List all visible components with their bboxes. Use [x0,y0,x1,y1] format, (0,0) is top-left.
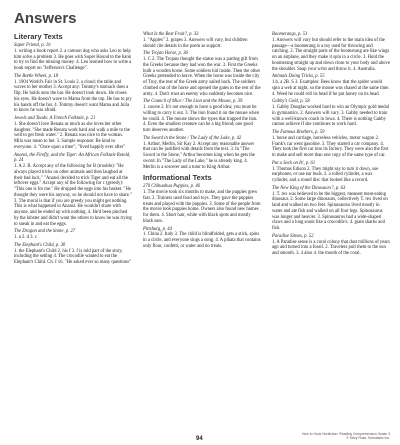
answer-entry [14,229,132,241]
entry-title: Gabby's Gold, p. 58 [272,99,310,105]
entry-title: The Council of Mice / The Lion and the Mouse, p. 39 [143,99,243,105]
answer-entry [272,130,390,159]
entry-answers: 1. horse and carriage, horseless vehicles, motor wagon 2. Frank's car went gasoline. 3. They started a car company. 4. They took the first car into its factory. They were also the first to make and sell more than one copy of the same type of car. [272,135,389,158]
entry-answers: 1. 1904 World's Fair in St. Louis 2. a cloud; the table and waves to her mother 3. Accept any: Tommy's stomach does a flip. He holds onto the bar. He doesn't look down. He closes his eyes. He doesn't wave to Mama from the top. He has to pry his hands off the bar. 4. Tommy doesn't want Mama and Julia to know he was afraid. [14,79,132,114]
entry-title: The New King of the Dinosaurs?, p. 63 [272,185,346,191]
entry-answers: 1. the Elephant's Child 2. his f 3. f is told part of the story, including the setting 4. The crocodile wanted to eat the Elephant's Child. Ch. f 16. "He asked ever so many questions" [14,248,132,265]
entry-answers: 1. A 2. B. Accept any of the following for B (trouble): "He always played tricks on other animals and then laughed at their bad luck." "Anansi decided to trick Tiger and eat all the leftover eggs." Accept any of the following for c (greedy): "This one is for me." He dropped the eggs into his basket. "He thought they were his anyway, so he should not have to share." 3. The moral is that if you are greedy you might get nothing. This is what happened to Anansi. He wouldn't share with anyone, and he ended up with nothing. 4. He'd been pinched by the lobster and didn't want the others to know he was trying to sneak in and eat the eggs. [14,164,132,227]
answer-entry [272,161,390,184]
entry-answers: 1. China 2. Italy 3. The child is blindfolded, gets a stick, spins in a circle, and everyone sings a song. 4. A piñata that contains only flour, confetti, or water and no treats. [143,232,261,249]
entry-title: Jewels and Toads: A French Folktale, p. 21 [14,116,96,121]
entry-title: Animals Doing Tricks, p. 55 [272,74,325,80]
page-number: 94 [196,436,203,442]
answer-entry [143,184,261,224]
page-title: Answers [14,10,77,27]
entry-answers: 1. Arthur, Merlin, Sir Kay 2. Accept any reasonable answer that can be justified with details from the text. 3. In "The Sword in the Stone," Arthur becomes king when he gets the sword. In "The Lady of the Lake," he is already king. 4. Merlin is a sorcerer and a tutor to King Arthur. [143,141,255,170]
section-heading-informational: Informational Texts [143,173,212,183]
entry-answers: 1. A Paradise sense is a coral colony that dust millions of years ago and turned into a fossil. 2. Travelers pull them to the sun and smooth. 3. 4 aloo 4. the mouth of the coral. [272,239,390,256]
entry-answers: 1.b, a 2B. S 3. Examples: Bees know that the spider would spin a web at night, so the moose was chased at the same time. 4. Weed he could roll its head if he put honey on its head. [272,80,390,97]
entry-title: 270 Chihuahua Puppies, p. 46 [143,184,201,190]
entry-title: The Bottle Wheel, p. 18 [14,73,59,79]
entry-answers: 1. She doesn't love Renata as much as she loves her other daughter. "She made Renata work hard and walk a mile to the well to get fresh water." 2. Renata was nice to the woman. Mila was mean to her. 3. Sample response: Be kind to everyone. 4. "Once upon a time"; "lived happily ever after" [14,121,130,150]
entry-title: Super Friend, p. 1b [14,43,51,48]
entry-answers: 1. The movie took six months to make, and the puppies grew fast. 2. Trainers used food and toys. They gave the puppies treats and played with the puppies. 3. Some of the people from the movie took puppies home. Owners also found new homes for them. 4. Short hair, white with black spots and mostly black ears. [143,190,261,224]
entry-title: The Trojan Horse, p. 36 [143,51,188,57]
answer-entry [143,227,261,250]
answer-entry [14,116,132,151]
footer-line-2: © Mary Rose, Scholastic Inc. [346,436,390,440]
entry-answers: 1. Gabby Douglas worked hard to win an Olympic gold medal in gymnastics. 2. Answers will vary. 3. Gabby needed to train with a well-known coach in Iowa. 4. There is nothing Gabby cannot achieve if she continues to work hard. [272,105,390,128]
entry-answers: 1. Answers will vary but should refer to the main idea of the passage—a boomerang is a toy used for throwing and catching. 2. The straight parts of the boomerang are like wings on an airplane, and they make it spin in a circle. 3. Hold the boomerang straight up and down close to your body and above the shoulder. Snap your wrist and throw it. 4. Australia. [272,37,390,72]
entry-answers: 1. C 2. The Trojans thought the statue was a parting gift from the Greeks because they had won the war. 3. First the Greeks built a wooden horse. Some soldiers hid inside. Then the other Greeks pretended to leave. When the horse was inside the city of Troy, the rest of the Greek army sailed back. The soldiers climbed out of the horse and opened the gates to the rest of the army. 4. Don't trust an enemy who suddenly becomes nice. [143,57,261,97]
answer-page [14,10,390,430]
section-heading-literary: Literary Texts [14,32,63,41]
answer-entry [272,32,390,72]
answer-entry [272,234,390,257]
answer-entry [272,186,390,232]
entry-title: Anansi, the Firefly, and the Tiger: An African Folktale Retold, p. 24 [14,152,131,164]
entry-title: What Is the Best Fruit?, p. 33 [143,32,199,37]
column-2 [143,32,261,252]
entry-title: The Dragon and the Stone, p. 27 [14,229,76,235]
entry-title: Put a Sock on It!, p. 61 [272,160,316,166]
answer-entry [272,74,390,97]
entry-answers: 1. a 2. d 3. c [14,235,37,240]
answer-entry [14,43,132,72]
answer-entry [272,99,390,128]
entry-answers: 1. T. rex was believed to be the biggest, meanest meat-eating dinosaur. 2. Some large dinosaurs, collectively T. rex lived on land and walked on two feet. Spinosaurus lived mostly in water and ate fish and walked on all four legs. Spinosaurus was longer and heavier. 3. Spinosaurus had a wide-shaped claws and a long snout like a crocodile's. 4. giant sharks and fish. [272,191,388,231]
entry-title: The Elephant's Child, p. 30 [14,242,66,248]
column-2-literary-entries [143,32,261,170]
entry-answers: 1. course 2. It's not enough to have a good idea; you must be willing to carry it out. 3. The lion found it on the mouse when he could. 4. The mouse shows the types that trapped the lion. 4. Even the smallest creature can be a big friend; one good turn deserves another. [143,105,259,133]
answer-entry [14,243,132,266]
entry-answers: 1. writing a book report 2. a cartoon dog who asks Leo to help him solve a problem 3. He goes with Super Hound to the bank to try to find the missing money. 4. Leo learned how to write a book report on "Jefferson's Challenge". [14,48,132,71]
answer-entry [143,32,261,49]
footer [302,432,390,440]
entry-title: Paradise Sinses, p. 52 [272,233,314,239]
entry-answers: 1. "Apples" 2. grapes 3. Answers will vary, but children should cite details in the poem as support. [143,37,248,49]
entry-title: Pittsburg, p. 44 [143,226,172,232]
entry-title: The Famous Brothers, p. 59 [272,130,325,135]
column-1 [14,32,132,268]
answer-entry [143,99,261,134]
entry-answers: 1. Thomas Edison 2. They might say to turn it down, use earphones, or use ear buds. 3. a rolled cylinder, a wax cylinder, and a round disc that looked like a record. [272,166,379,183]
column-3 [272,32,390,259]
entry-title: The Sword in the Stone / The Lady of the Lake, p. 42 [143,135,242,141]
column-2-informational-entries [143,184,261,249]
answer-entry [143,51,261,97]
footer-line-1: How to Hook Nonfiction: Reading Comprehension Grade 3 [301,432,390,436]
entry-title: Boomerangs, p. 51 [272,32,308,37]
answer-entry [14,74,132,114]
answer-entry [143,136,261,171]
answer-entry [14,153,132,228]
